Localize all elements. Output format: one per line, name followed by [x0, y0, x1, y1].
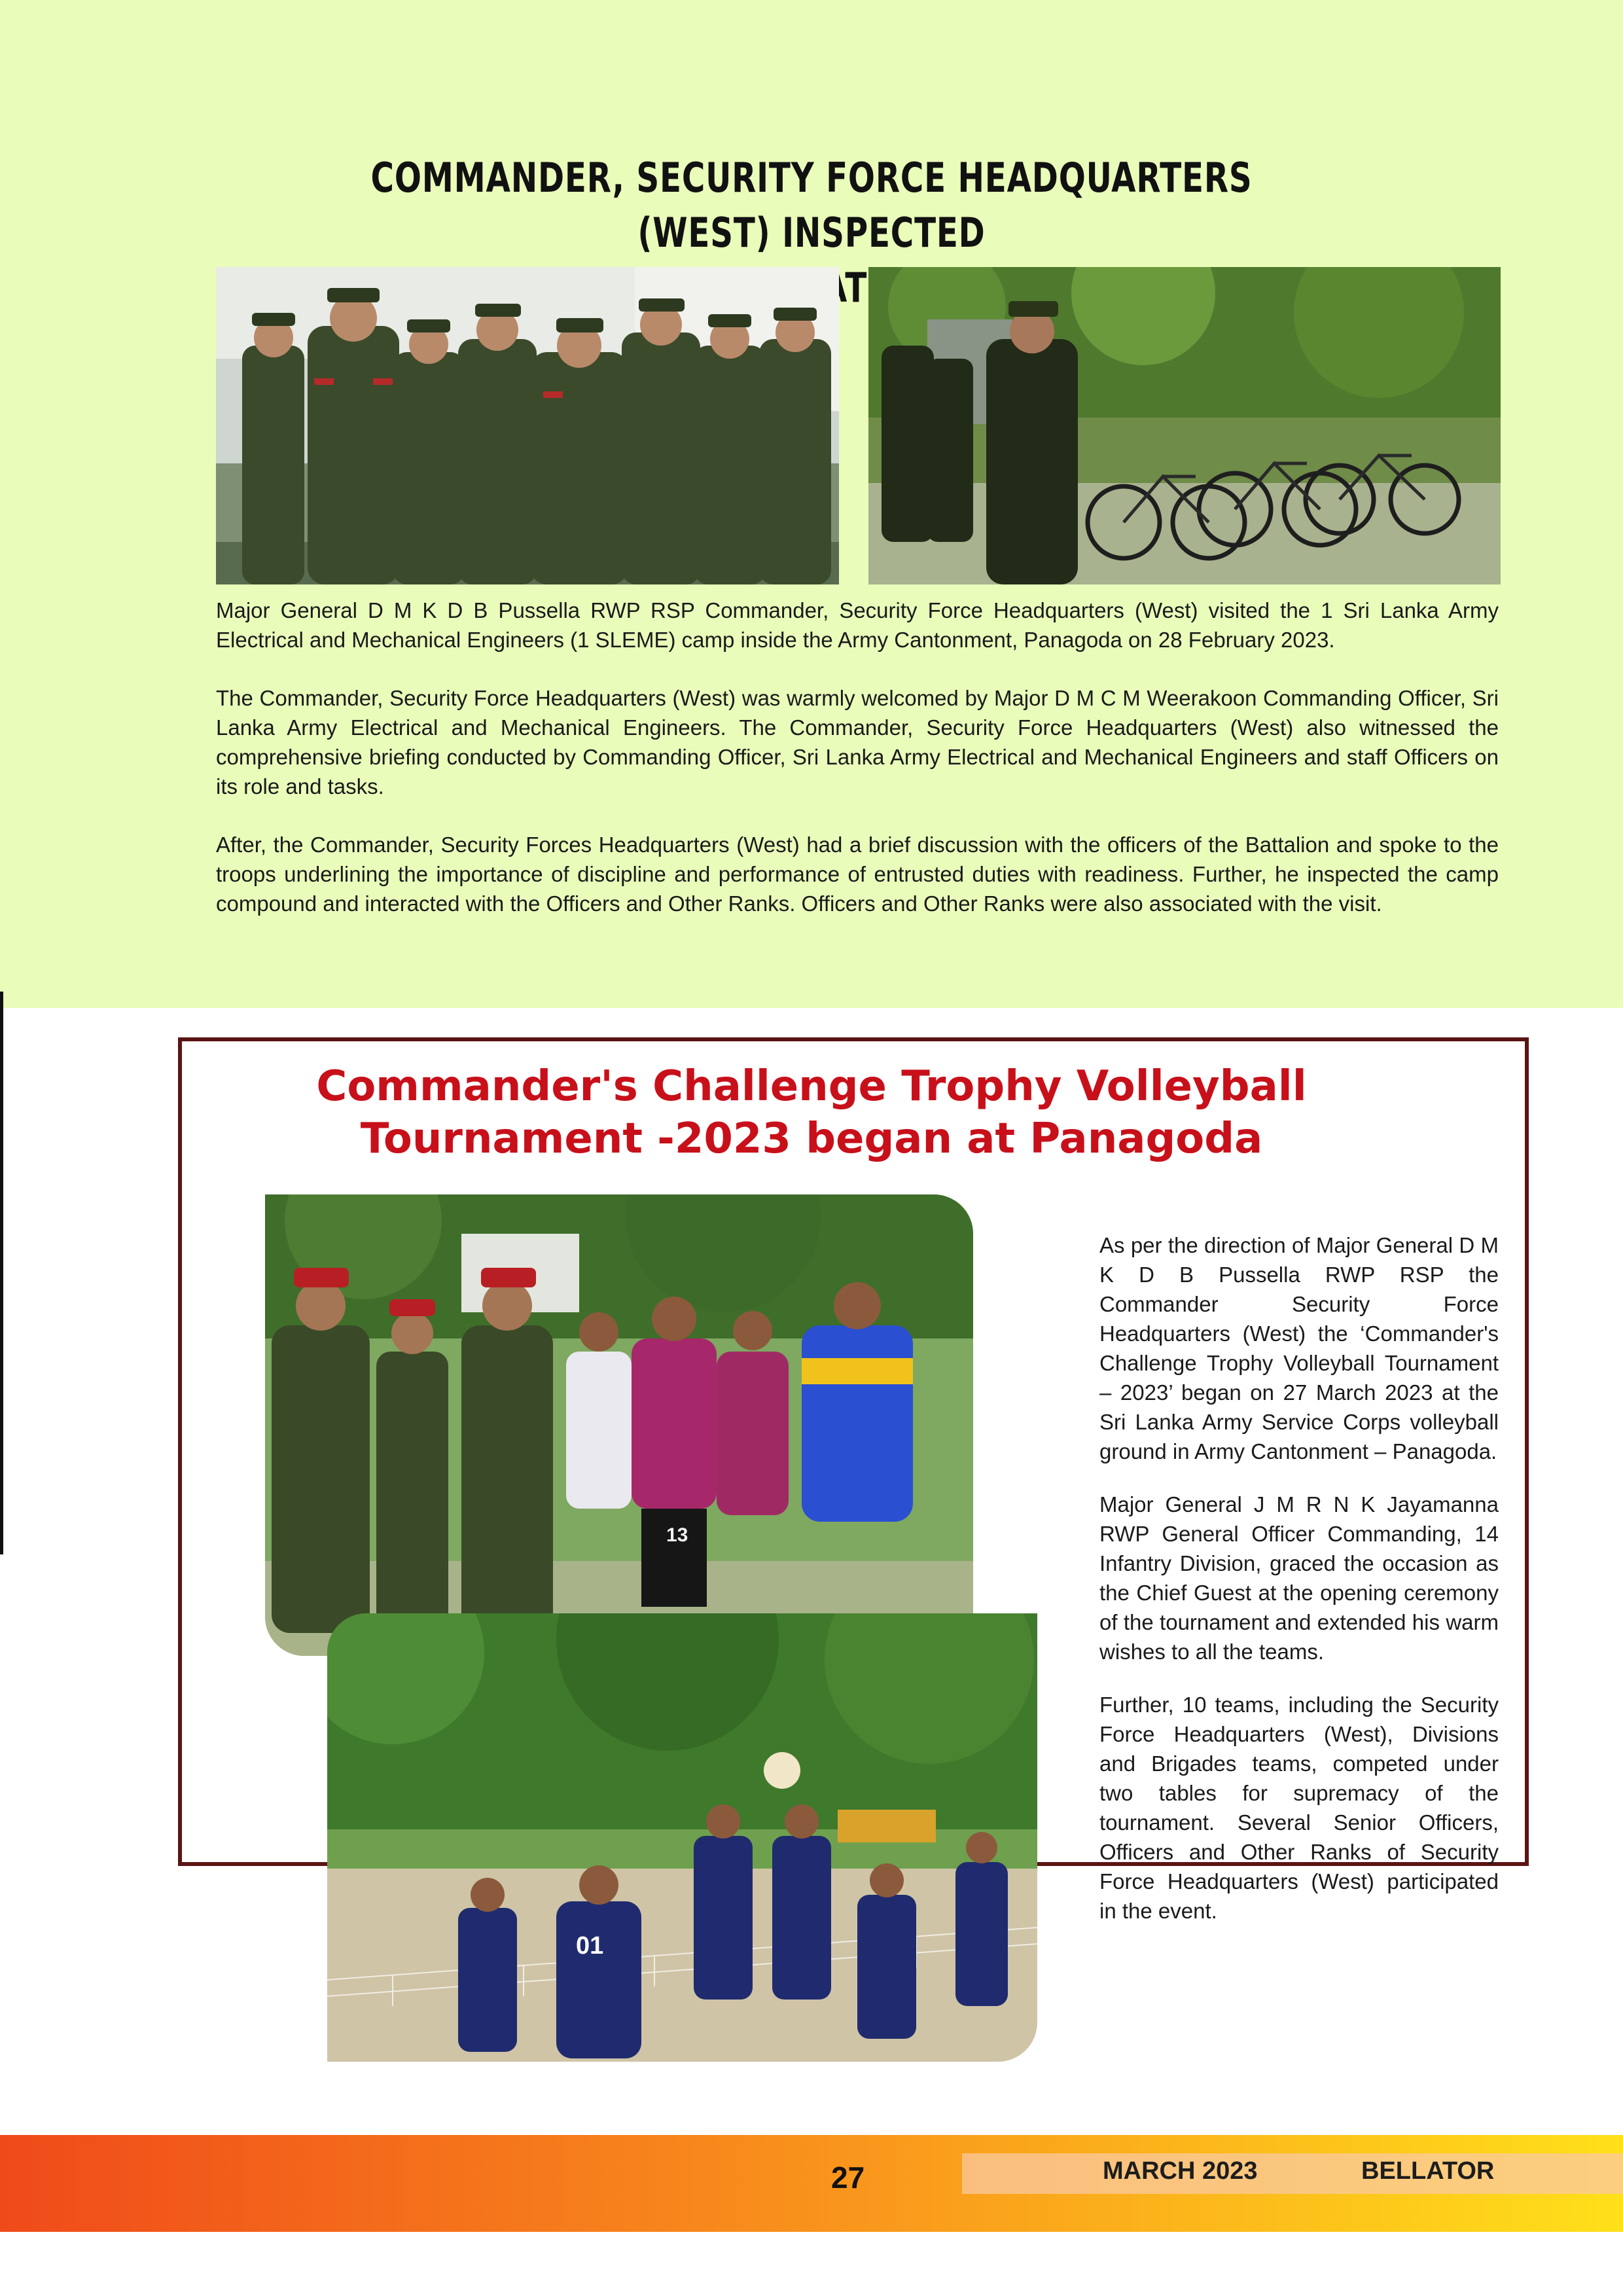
article-2-paragraph-3: Further, 10 teams, including the Security Force Headquarters (West), Divisions and Brigades teams, competed under two tables for supremacy of the tournament. Several Senior Officers, Officers and Other Ranks of Security Force Headquarters (West) participated in the event. — [1099, 1693, 1499, 1923]
photo-volleyball-match-image — [327, 1613, 1037, 2062]
page-number: 27 — [831, 2161, 865, 2195]
article-2-body — [1099, 1230, 1499, 1949]
footer-highlight-band — [962, 2153, 1623, 2194]
photo-handshake-players — [265, 1194, 973, 1656]
article-1-headline-line-1: COMMANDER, SECURITY FORCE HEADQUARTERS (WEST) INSPECTED — [370, 154, 1253, 257]
page-edge-mark — [0, 992, 3, 1554]
article-2-headline-line-2: Tournament -2023 began at Panagoda — [360, 1115, 1263, 1163]
article-1-paragraph-2: The Commander, Security Force Headquarters (West) was warmly welcomed by Major D M C M Weerakoon Commanding Officer, Sri Lanka Army Electrical and Mechanical Engineers. The Commander, Security Force Headquarters (West) also witnessed the comprehensive briefing conducted by Commanding Officer, Sri Lanka Army Electrical and Mechanical Engineers and staff Officers on its role and tasks. — [216, 686, 1499, 798]
photo-bicycle-inspection — [868, 267, 1501, 584]
article-1-body — [216, 596, 1499, 947]
jersey-number-13: 13 — [666, 1524, 688, 1546]
issue-date: MARCH 2023 — [1103, 2157, 1258, 2185]
article-2-headline — [196, 1060, 1427, 1165]
photo-officers-walking — [216, 267, 839, 584]
article-1-paragraph-1: Major General D M K D B Pussella RWP RSP Commander, Security Force Headquarters (West) visited the 1 Sri Lanka Army Electrical and Mechanical Engineers (1 SLEME) camp inside the Army Cantonment, Panagoda on 28 February 2023. — [216, 598, 1499, 652]
article-1-paragraph-3: After, the Commander, Security Forces Headquarters (West) had a brief discussion with the officers of the Battalion and spoke to the troops underlining the importance of discipline and performance of entrusted duties with readiness. Further, he inspected the camp compound and interacted with the Officers and Other Ranks. Officers and Other Ranks were also associated with the visit. — [216, 833, 1499, 916]
photo-volleyball-match — [327, 1613, 1037, 2062]
article-1-headline-line-2: AT — [822, 264, 868, 312]
article-2-headline-line-1: Commander's Challenge Trophy Volleyball — [316, 1062, 1307, 1111]
photo-handshake-players-image — [265, 1194, 973, 1656]
publication-name: BELLATOR — [1361, 2157, 1495, 2185]
photo-bicycle-inspection-image — [868, 267, 1501, 584]
jersey-number-01: 01 — [576, 1932, 604, 1960]
article-2-paragraph-2: Major General J M R N K Jayamanna RWP General Officer Commanding, 14 Infantry Division, graced the occasion as the Chief Guest at the opening ceremony of the tournament and extended his warm wishes to all the teams. — [1099, 1492, 1499, 1664]
photo-officers-walking-image — [216, 267, 839, 584]
article-2-paragraph-1: As per the direction of Major General D M K D B Pussella RWP RSP the Commander Security Force Headquarters (West) the ‘Commander's Challenge Trophy Volleyball Tournament – 2023’ began on 27 March 2023 at the Sri Lanka Army Service Corps volleyball ground in Army Cantonment – Panagoda. — [1099, 1233, 1499, 1463]
